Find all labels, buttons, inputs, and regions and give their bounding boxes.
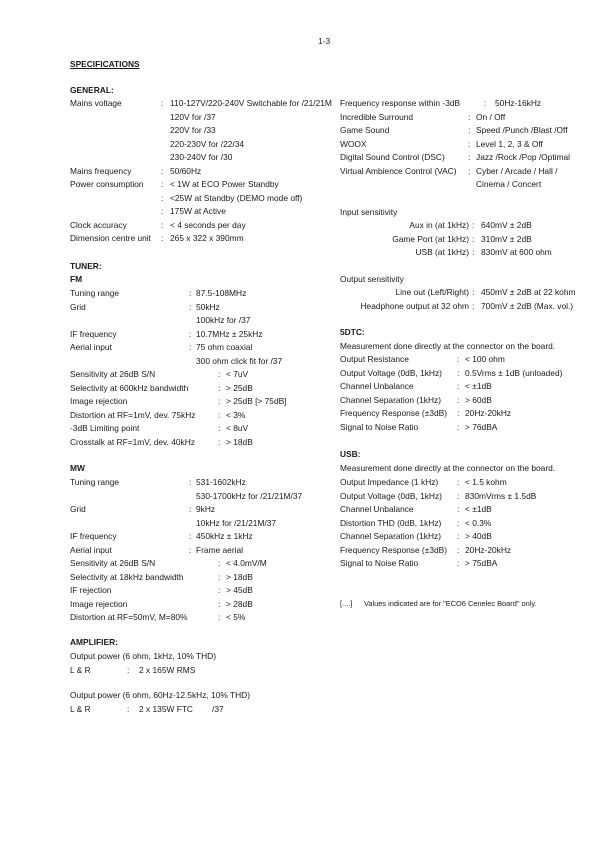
spec-label: Power consumption (70, 179, 144, 189)
spec-colon: : (218, 571, 221, 582)
spec-value: < 100 ohm (465, 354, 505, 364)
spec-colon: : (457, 517, 460, 528)
spec-label: Aerial input (70, 544, 112, 555)
spec-row (0, 611, 595, 625)
spec-colon: : (472, 287, 475, 297)
spec-label: Incredible Surround (340, 111, 414, 122)
page-number: 1-3 (318, 36, 331, 46)
spec-label: Frequency Response (±3dB) (340, 544, 448, 555)
spec-value: > 76dBA (465, 421, 498, 432)
spec-row (0, 367, 595, 381)
spec-value: Level 1, 2, 3 & Off (476, 138, 543, 149)
spec-label: Sensitivity at 26dB S/N (70, 369, 156, 379)
spec-value: 9kHz (196, 504, 216, 514)
spec-value: > 25dB (226, 382, 253, 393)
spec-value: On / Off (476, 111, 506, 122)
spec-value: > 75dBA (465, 558, 498, 568)
spec-colon: : (468, 138, 471, 149)
spec-label: WOOX (340, 138, 367, 149)
spec-label: Mains frequency (70, 165, 132, 176)
spec-row (0, 490, 595, 504)
spec-label: Game Sound (340, 125, 390, 135)
spec-row (0, 314, 595, 328)
spec-value: > 18dB (226, 436, 253, 447)
spec-colon: : (457, 544, 460, 555)
spec-value: Cinema / Concert (476, 179, 542, 189)
spec-value: 310mV ± 2dB (481, 233, 532, 244)
amplifier-block1-title: Output power (6 ohm, 1kHz, 10% THD) (70, 651, 216, 661)
spec-row (0, 286, 595, 300)
spec-colon: : (472, 247, 475, 257)
spec-row (0, 178, 595, 192)
spec-colon: : (218, 369, 221, 379)
amplifier-block2-value: 2 x 135W FTC (139, 704, 193, 714)
spec-colon: : (161, 192, 164, 203)
spec-colon: : (189, 544, 192, 555)
spec-value: 50kHz (196, 301, 220, 312)
spec-row (0, 530, 595, 544)
spec-value: < 8uV (226, 423, 249, 433)
spec-label: Output Voltage (0dB, 1kHz) (340, 367, 442, 378)
spec-label: Frequency response within -3dB (340, 98, 461, 108)
spec-row (0, 246, 595, 260)
spec-label: Signal to Noise Ratio (340, 558, 419, 568)
spec-label: Distortion at RF=1mV, dev. 75kHz (70, 409, 196, 420)
spec-colon: : (161, 98, 164, 108)
amplifier-block1-colon: : (127, 665, 130, 675)
spec-colon: : (472, 233, 475, 244)
spec-row (0, 584, 595, 598)
spec-label: Channel Unbalance (340, 504, 414, 514)
spec-label: Image rejection (70, 598, 128, 609)
spec-value: 110-127V/220-240V Switchable for /21/21M (170, 98, 332, 108)
footnote-marker: [....] (340, 599, 353, 608)
amplifier-block2-label: L & R (70, 704, 91, 714)
spec-label: Selectivity at 18kHz bandwidth (70, 571, 184, 582)
spec-colon: : (457, 558, 460, 568)
spec-label: Crosstalk at RF=1mV, dev. 40kHz (70, 436, 195, 447)
amplifier-block2-colon: : (127, 704, 130, 714)
spec-value: 10kHz for /21/21M/37 (196, 517, 277, 528)
spec-label: Headphone output at 32 ohm (360, 300, 469, 311)
spec-value: < 1W at ECO Power Standby (170, 179, 279, 189)
spec-value: 50Hz-16kHz (495, 98, 542, 108)
spec-colon: : (189, 477, 192, 487)
spec-value: < 4.0mV/M (226, 558, 267, 568)
spec-colon: : (218, 612, 221, 622)
spec-label: Channel Separation (1kHz) (340, 531, 442, 541)
spec-colon: : (472, 220, 475, 230)
spec-colon: : (189, 504, 192, 514)
spec-colon: : (218, 436, 221, 447)
spec-value: 100kHz for /37 (196, 315, 251, 325)
spec-colon: : (468, 125, 471, 135)
spec-value: 700mV ± 2dB (Max. vol.) (481, 300, 574, 311)
spec-label: Virtual Ambience Control (VAC) (340, 165, 457, 176)
spec-value: 120V for /37 (170, 111, 216, 122)
spec-value: Frame aerial (196, 544, 244, 555)
spec-value: 75 ohm coaxial (196, 342, 253, 352)
spec-label: -3dB Limiting point (70, 423, 140, 433)
spec-colon: : (161, 219, 164, 230)
spec-value: 20Hz-20kHz (465, 408, 512, 418)
spec-value: < ±1dB (465, 504, 492, 514)
dtc-intro: Measurement done directly at the connector on the board. (340, 341, 556, 351)
spec-value: 450kHz ± 1kHz (196, 531, 253, 541)
spec-row (0, 124, 595, 138)
spec-colon: : (457, 354, 460, 364)
spec-label: Channel Unbalance (340, 381, 414, 391)
spec-colon: : (218, 423, 221, 433)
spec-colon: : (218, 396, 221, 406)
spec-value: < ±1dB (465, 381, 492, 391)
spec-colon: : (161, 233, 164, 243)
spec-label: USB (at 1kHz) (415, 247, 469, 257)
spec-label: Output Impedance (1 kHz) (340, 477, 439, 487)
fm-heading: FM (70, 274, 83, 284)
spec-colon: : (189, 301, 192, 312)
spec-colon: : (457, 394, 460, 405)
spec-value: 220V for /33 (170, 125, 216, 135)
spec-colon: : (457, 504, 460, 514)
spec-colon: : (189, 342, 192, 352)
dtc-heading: 5DTC: (340, 327, 365, 337)
spec-row (0, 233, 595, 247)
spec-colon: : (457, 421, 460, 432)
spec-label: Output Resistance (340, 354, 409, 364)
spec-row (0, 300, 595, 314)
spec-colon: : (161, 165, 164, 176)
spec-value: 175W at Active (170, 206, 226, 216)
spec-row (0, 571, 595, 585)
spec-value: 0.5Vrms ± 1dB (unloaded) (465, 367, 563, 378)
spec-colon: : (457, 531, 460, 541)
spec-row (0, 353, 595, 367)
footnote-text: Values indicated are for "ECO6 Cenelec Board" only. (364, 599, 537, 608)
spec-label: Line out (Left/Right) (395, 287, 469, 297)
spec-label: Aux in (at 1kHz) (409, 220, 469, 230)
spec-value: 531-1602kHz (196, 477, 246, 487)
spec-value: > 18dB (226, 571, 253, 582)
spec-label: Game Port (at 1kHz) (392, 233, 469, 244)
spec-row (0, 165, 595, 179)
spec-row (0, 503, 595, 517)
spec-label: IF frequency (70, 531, 117, 541)
spec-colon: : (484, 98, 487, 108)
spec-colon: : (457, 490, 460, 501)
mw-heading: MW (70, 463, 85, 473)
tuner-heading: TUNER: (70, 261, 102, 271)
spec-label: Grid (70, 301, 86, 312)
spec-value: > 60dB (465, 394, 492, 405)
spec-colon: : (161, 206, 164, 216)
spec-colon: : (457, 381, 460, 391)
spec-label: Selectivity at 600kHz bandwidth (70, 382, 189, 393)
spec-colon: : (457, 408, 460, 418)
spec-label: Frequency Response (±3dB) (340, 408, 448, 418)
spec-label: Distortion THD (0dB, 1kHz) (340, 517, 442, 528)
spec-row (0, 476, 595, 490)
spec-label: Channel Separation (1kHz) (340, 394, 442, 405)
usb-intro: Measurement done directly at the connector on the board. (340, 463, 556, 473)
spec-colon: : (468, 111, 471, 122)
general-heading: GENERAL: (70, 85, 114, 95)
spec-label: Sensitivity at 26dB S/N (70, 558, 156, 568)
spec-row (0, 192, 595, 206)
spec-row (0, 97, 595, 111)
spec-value: < 5% (226, 612, 246, 622)
spec-value: 87.5-108MHz (196, 288, 247, 298)
spec-label: Aerial input (70, 342, 112, 352)
spec-label: IF frequency (70, 328, 117, 339)
spec-value: <25W at Standby (DEMO mode off) (170, 192, 303, 203)
spec-row (0, 219, 595, 233)
spec-row (0, 111, 595, 125)
spec-value: < 3% (226, 409, 246, 420)
spec-value: < 1.5 kohm (465, 477, 507, 487)
usb-heading: USB: (340, 449, 361, 459)
spec-label: Mains voltage (70, 98, 122, 108)
spec-label: Tuning range (70, 288, 120, 298)
page-title: SPECIFICATIONS (70, 59, 140, 69)
spec-row (0, 517, 595, 531)
spec-colon: : (161, 179, 164, 189)
spec-colon: : (218, 598, 221, 609)
spec-value: 640mV ± 2dB (481, 220, 532, 230)
spec-label: Signal to Noise Ratio (340, 421, 419, 432)
spec-value: 530-1700kHz for /21/21M/37 (196, 490, 303, 501)
spec-row (0, 421, 595, 435)
spec-row (0, 436, 595, 450)
spec-colon: : (468, 152, 471, 162)
spec-value: 265 x 322 x 390mm (170, 233, 244, 243)
spec-value: < 0.3% (465, 517, 492, 528)
spec-colon: : (472, 300, 475, 311)
spec-colon: : (218, 409, 221, 420)
spec-row (0, 544, 595, 558)
amplifier-block1-label: L & R (70, 665, 91, 675)
spec-value: > 40dB (465, 531, 492, 541)
spec-value: 230-240V for /30 (170, 152, 233, 162)
amplifier-heading: AMPLIFIER: (70, 637, 118, 647)
spec-row (0, 407, 595, 421)
spec-colon: : (218, 382, 221, 393)
spec-row (0, 205, 595, 219)
spec-label: Distortion at RF=50mV, M=80% (70, 612, 188, 622)
spec-value: > 28dB (226, 598, 253, 609)
spec-label: Clock accuracy (70, 219, 127, 230)
spec-value: 50/60Hz (170, 165, 202, 176)
spec-label: Dimension centre unit (70, 233, 151, 243)
amplifier-block2-title: Output power (6 ohm, 60Hz-12.5kHz, 10% THD) (70, 690, 250, 700)
spec-colon: : (218, 558, 221, 568)
spec-row (0, 151, 595, 165)
spec-value: 220-230V for /22/34 (170, 138, 245, 149)
amplifier-block2-suffix: /37 (212, 704, 224, 714)
spec-label: IF rejection (70, 585, 112, 595)
spec-colon: : (218, 585, 221, 595)
spec-value: 450mV ± 2dB at 22 kohm (481, 287, 576, 297)
spec-value: Jazz /Rock /Pop /Optimal (476, 152, 571, 162)
spec-value: < 4 seconds per day (170, 219, 246, 230)
spec-colon: : (189, 288, 192, 298)
spec-colon: : (457, 367, 460, 378)
amplifier-block1-value: 2 x 165W RMS (139, 665, 196, 675)
spec-value: 20Hz-20kHz (465, 544, 512, 555)
spec-value: 300 ohm click fit for /37 (196, 355, 283, 366)
spec-label: Tuning range (70, 477, 120, 487)
spec-value: Speed /Punch /Blast /Off (476, 125, 568, 135)
spec-colon: : (189, 328, 192, 339)
spec-row (0, 328, 595, 342)
spec-value: > 25dB [> 75dB] (226, 396, 287, 406)
spec-value: Cyber / Arcade / Hall / (476, 165, 558, 176)
spec-value: < 7uV (226, 369, 249, 379)
input-sensitivity-heading: Input sensitivity (340, 207, 398, 217)
output-sensitivity-heading: Output sensitivity (340, 274, 404, 284)
spec-value: 830mVrms ± 1.5dB (465, 490, 537, 501)
spec-colon: : (468, 165, 471, 176)
spec-row (0, 394, 595, 408)
spec-colon: : (457, 477, 460, 487)
spec-label: Image rejection (70, 396, 128, 406)
spec-value: 10.7MHz ± 25kHz (196, 328, 263, 339)
spec-colon: : (189, 531, 192, 541)
spec-value: 830mV at 600 ohm (481, 247, 552, 257)
spec-label: Output Voltage (0dB, 1kHz) (340, 490, 442, 501)
spec-value: > 45dB (226, 585, 253, 595)
spec-row (0, 380, 595, 394)
spec-label: Digital Sound Control (DSC) (340, 152, 445, 162)
spec-row (0, 138, 595, 152)
spec-row (0, 557, 595, 571)
spec-label: Grid (70, 504, 86, 514)
